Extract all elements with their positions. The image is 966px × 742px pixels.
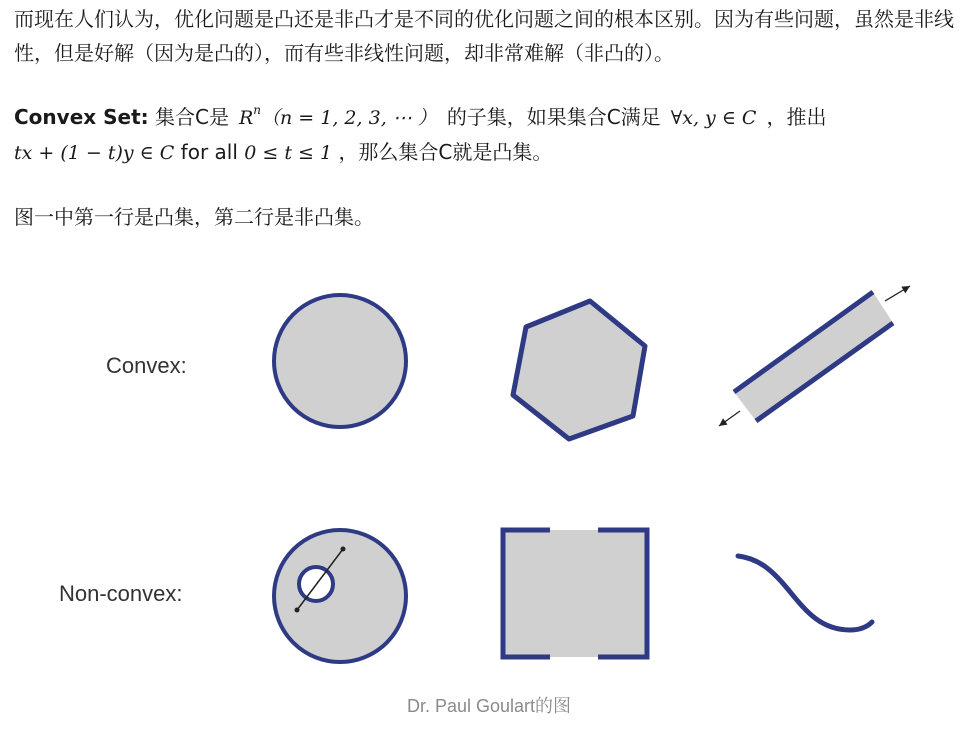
nonconvex-circle-with-hole — [274, 530, 406, 662]
definition-term: Convex Set: — [14, 105, 149, 129]
intro-paragraph: 而现在人们认为，优化问题是凸还是非凸才是不同的优化问题之间的根本区别。因为有些问题，虽然是非线性，但是好解（因为是凸的），而有些非线性问题，却非常难解（非凸的）。 — [14, 7, 954, 65]
convex-infinite-strip — [719, 286, 910, 426]
math-range: （n = 1, 2, 3, ⋯ ） — [261, 107, 437, 129]
row-label-convex: Convex: — [106, 353, 187, 378]
convex-circle — [274, 295, 406, 427]
math-condition: 0 ≤ t ≤ 1 — [244, 142, 333, 164]
convex-hexagon — [513, 301, 645, 439]
definition-text-4: for all — [180, 140, 238, 164]
figure-caption: Dr. Paul Goulart的图 — [406, 696, 572, 716]
row-label-nonconvex: Non-convex: — [59, 581, 183, 606]
math-forall: ∀x, y ∈ C — [670, 107, 757, 129]
nonconvex-curve — [738, 556, 872, 630]
definition-text-2: 的子集，如果集合C满足 — [446, 105, 661, 129]
figure-description: 图一中第一行是凸集，第二行是非凸集。 — [14, 205, 374, 229]
nonconvex-open-square — [503, 530, 648, 657]
math-expression: tx + (1 − t)y ∈ C — [14, 142, 175, 164]
definition-text-1: 集合C是 — [155, 105, 229, 129]
definition-text-3: ，推出 — [766, 105, 827, 129]
math-R: $R^n$ — [238, 103, 262, 129]
definition-text-5: ，那么集合C就是凸集。 — [338, 140, 553, 164]
